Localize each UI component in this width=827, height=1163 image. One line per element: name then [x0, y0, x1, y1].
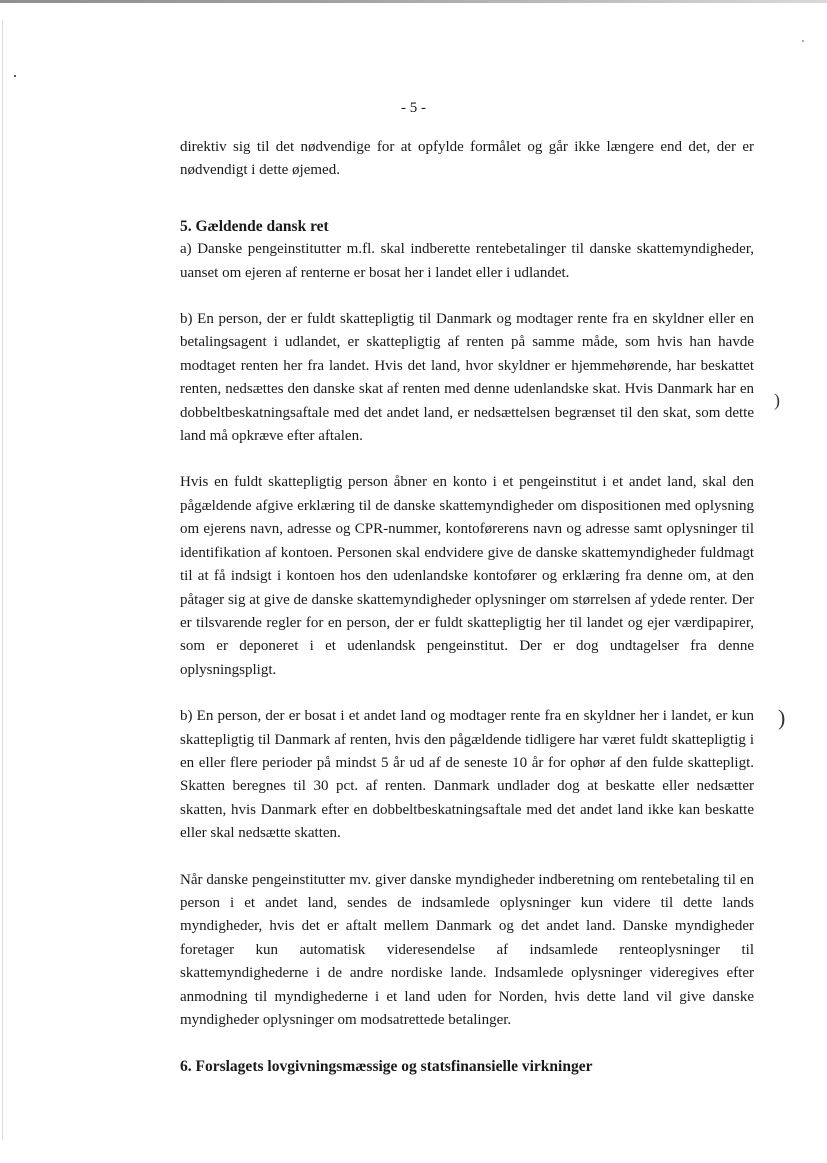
scan-speck — [14, 75, 16, 77]
paragraph-b-resident: b) En person, der er fuldt skattepligtig til Danmark og modtager rente fra en skyldner eller en betalingsagent i udlandet, er skattepligtig af renten på samme måde, som hvis han havde modtaget renten her fra landet. Hvis det land, hvor skyldner er hjemmehørende, har beskattet renten, nedsættes den danske skat af renten med denne udenlandske skat. Hvis Danmark har en dobbeltbeskatningsaftale med det andet land, er nedsættelsen begrænset til den skat, som dette land må opkræve efter aftalen. — [180, 311, 754, 445]
scan-speck — [802, 40, 804, 42]
scan-edge-left — [2, 20, 3, 1140]
intro-paragraph: direktiv sig til det nødvendige for at opfylde formålet og går ikke længere end det, der er nødvendigt i dette øjemed. — [180, 139, 754, 179]
paragraph-foreign-account: Hvis en fuldt skattepligtig person åbner en konto i et pengeinstitut i et andet land, skal den pågældende afgive erklæring til de danske skattemyndigheder om dispositionen med oplysning om ejerens navn, adresse og CPR-nummer, kontoførerens navn og adresse samt oplysninger til identifikation af kontoen. Personen skal endvidere give de danske skattemyndigheder fuldmagt til at få indsigt i kontoen hos den udenlandske kontofører og erklæring fra denne om, at den påtager sig at give de danske skattemyndigheder oplysninger om størrelsen af ydede renter. Der er tilsvarende regler for en person, der er fuldt skattepligtig her til landet og ejer værdipapirer, som er deponeret i et udenlandsk pengeinstitut. Der er dog undtagelser fra denne oplysningspligt. — [180, 474, 754, 678]
scan-edge-top — [0, 0, 827, 3]
section-heading-6: 6. Forslagets lovgivningsmæssige og statsfinansielle virkninger — [180, 1058, 593, 1076]
paragraph-exchange: Når danske pengeinstitutter mv. giver danske myndigheder indberetning om rentebetaling til en person i et andet land, sendes de indsamlede oplysninger kun videre til dette lands myndigheder, hvis det er aftalt mellem Danmark og det andet land. Danske myndigheder foretager kun automatisk videresendelse af indsamlede renteoplysninger til skattemyndighederne i de andre nordiske lande. Indsamlede oplysninger videregives efter anmodning til myndighederne i et land uden for Norden, hvis dette land vil give danske myndigheder oplysninger om modsatrettede betalinger. — [180, 871, 754, 1028]
page-number: - 5 - — [401, 100, 426, 116]
section-heading-5: 5. Gældende dansk ret — [180, 217, 329, 235]
margin-mark: ) — [778, 705, 786, 730]
paragraph-b-nonresident: b) En person, der er bosat i et andet land og modtager rente fra en skyldner her i landet, er kun skattepligtig til Danmark af renten, hvis den pågældende tidligere har været fuldt skattepligtig i en eller flere perioder på mindst 5 år ud af de seneste 10 år for ophør af den fulde skattepligt. Skatten beregnes til 30 pct. af renten. Danmark undlader dog at beskatte eller nedsætter skatten, hvis Danmark efter en dobbeltbeskatningsaftale med det andet land ikke kan beskatte eller skal nedsætte skatten. — [180, 708, 754, 842]
document-body — [180, 136, 754, 1079]
margin-mark: ) — [774, 390, 780, 410]
paragraph-a: a) Danske pengeinstitutter m.fl. skal indberette rentebetalinger til danske skattemyndigheder, uanset om ejeren af renterne er bosat her i landet eller i udlandet. — [180, 241, 754, 281]
